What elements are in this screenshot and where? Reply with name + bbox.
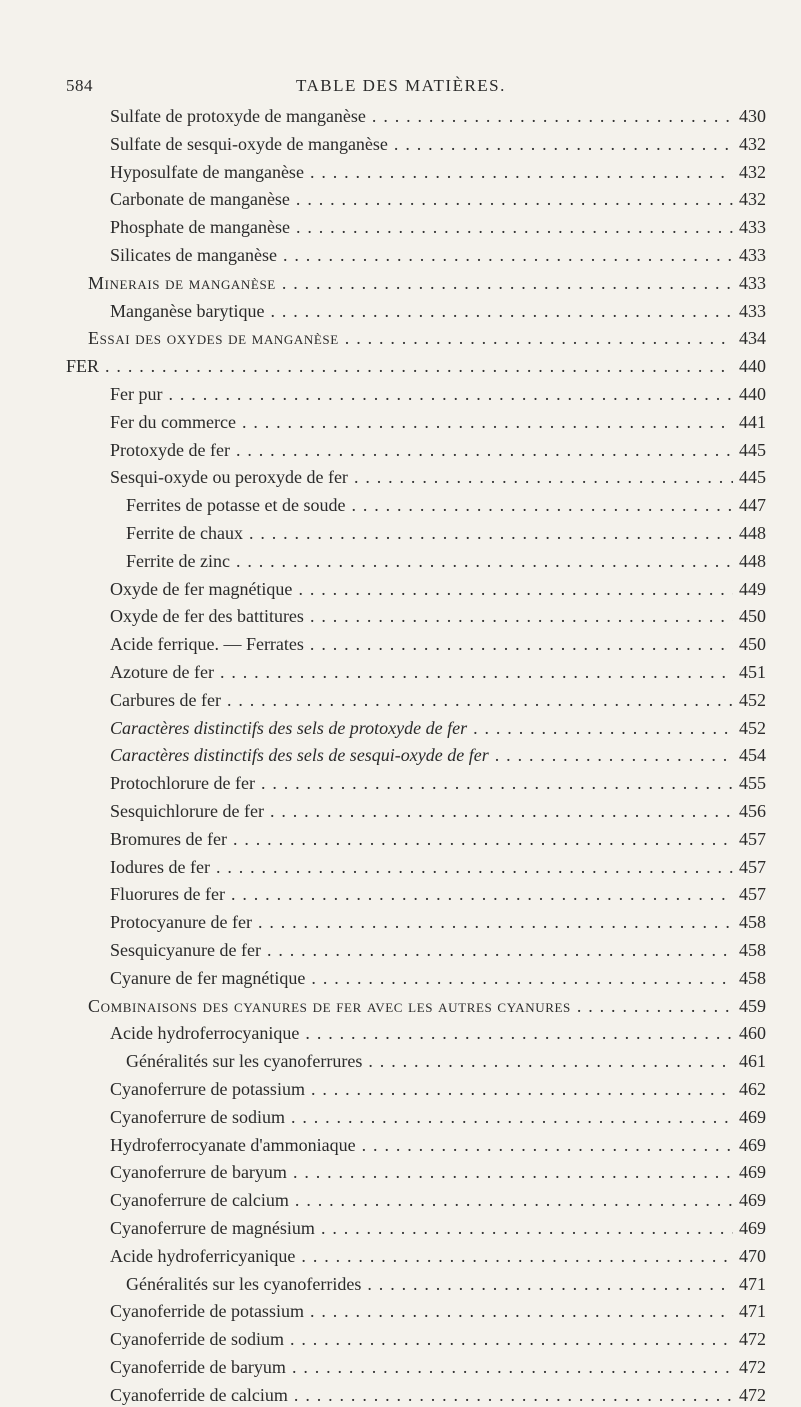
toc-entry-label: Hydroferrocyanate d'ammoniaque bbox=[110, 1134, 356, 1155]
toc-entry-label: Cyanoferrure de magnésium bbox=[110, 1218, 315, 1238]
toc-entry-label: Azoture de fer bbox=[110, 662, 214, 682]
toc-entry-label: Carbures de fer bbox=[110, 689, 221, 710]
toc-entry-page: 458 bbox=[739, 967, 766, 988]
dot-leader bbox=[354, 465, 733, 489]
dot-leader bbox=[249, 521, 733, 545]
toc-entry-page: 441 bbox=[739, 411, 766, 432]
toc-entry bbox=[110, 299, 766, 323]
dot-leader bbox=[236, 549, 733, 573]
toc-entry-page: 462 bbox=[739, 1079, 766, 1099]
toc-entry-label: Cyanoferride de calcium bbox=[110, 1384, 288, 1405]
toc-entry bbox=[110, 938, 766, 962]
toc-entry-label: Combinaisons des cyanures de fer avec les autres cyanures bbox=[88, 995, 571, 1016]
toc-entry-page: 458 bbox=[739, 940, 766, 960]
dot-leader bbox=[311, 1077, 733, 1101]
dot-leader bbox=[236, 438, 733, 462]
toc-entry-page: 452 bbox=[739, 689, 766, 710]
toc-entry-page: 451 bbox=[739, 662, 766, 682]
toc-entry-page: 432 bbox=[739, 161, 766, 182]
toc-entry-label: Cyanoferride de sodium bbox=[110, 1329, 284, 1350]
toc-entry bbox=[110, 632, 766, 656]
toc-entry bbox=[110, 1160, 766, 1184]
toc-entry-page: 471 bbox=[739, 1273, 766, 1294]
dot-leader bbox=[310, 632, 733, 656]
toc-entry-label: Iodures de fer bbox=[110, 856, 210, 877]
dot-leader bbox=[233, 827, 733, 851]
toc-entry-page: 454 bbox=[739, 745, 766, 766]
toc-entry-page: 448 bbox=[739, 523, 766, 543]
toc-entry bbox=[110, 215, 766, 239]
toc-entry bbox=[126, 1272, 766, 1296]
toc-entry-page: 472 bbox=[739, 1384, 766, 1405]
toc-entry bbox=[88, 326, 766, 350]
toc-entry-page: 469 bbox=[739, 1106, 766, 1127]
toc-entry-page: 433 bbox=[739, 300, 766, 321]
dot-leader bbox=[227, 688, 733, 712]
dot-leader bbox=[231, 882, 733, 906]
toc-entry-label: Généralités sur les cyanoferrides bbox=[126, 1273, 362, 1294]
toc-entry bbox=[110, 1383, 766, 1407]
toc-entry bbox=[110, 160, 766, 184]
dot-leader bbox=[310, 1299, 733, 1323]
toc-entry-page: 458 bbox=[739, 912, 766, 933]
toc-entry-label: Manganèse barytique bbox=[110, 300, 265, 321]
toc-entry bbox=[110, 410, 766, 434]
toc-entry-label: Fer pur bbox=[110, 384, 163, 404]
toc-entry-page: 448 bbox=[739, 550, 766, 571]
dot-leader bbox=[495, 743, 733, 767]
dot-leader bbox=[298, 577, 733, 601]
dot-leader bbox=[301, 1244, 733, 1268]
toc-entry bbox=[110, 604, 766, 628]
toc-entry bbox=[110, 1105, 766, 1129]
toc-entry-page: 450 bbox=[739, 606, 766, 627]
toc-entry-page: 440 bbox=[739, 356, 766, 377]
toc-entry-page: 433 bbox=[739, 272, 766, 293]
dot-leader bbox=[270, 799, 733, 823]
dot-leader bbox=[296, 215, 733, 239]
toc-entry-page: 445 bbox=[739, 467, 766, 488]
toc-entry bbox=[110, 132, 766, 156]
toc-entry bbox=[110, 1327, 766, 1351]
dot-leader bbox=[310, 160, 733, 184]
toc-entry bbox=[110, 688, 766, 712]
dot-leader bbox=[270, 299, 733, 323]
toc-entry bbox=[126, 1049, 766, 1073]
dot-leader bbox=[242, 410, 733, 434]
toc-entry-label: Silicates de manganèse bbox=[110, 245, 277, 265]
toc-entry-label: Acide ferrique. — Ferrates bbox=[110, 634, 304, 655]
dot-leader bbox=[105, 354, 733, 378]
toc-entry-label: Cyanoferrure de potassium bbox=[110, 1079, 305, 1099]
toc-entry-page: 434 bbox=[739, 328, 766, 349]
dot-leader bbox=[372, 104, 733, 128]
toc-entry bbox=[110, 1021, 766, 1045]
toc-entry-label: Bromures de fer bbox=[110, 828, 227, 849]
toc-entry-page: 433 bbox=[739, 245, 766, 265]
toc-entry-label: Sulfate de sesqui-oxyde de manganèse bbox=[110, 133, 388, 154]
dot-leader bbox=[295, 1188, 733, 1212]
dot-leader bbox=[321, 1216, 733, 1240]
toc-entry bbox=[110, 577, 766, 601]
toc-entry-page: 432 bbox=[739, 189, 766, 210]
toc-entry bbox=[110, 187, 766, 211]
dot-leader bbox=[345, 326, 733, 350]
dot-leader bbox=[296, 187, 733, 211]
toc-entry-page: 457 bbox=[739, 828, 766, 849]
toc-entry bbox=[110, 1216, 766, 1240]
toc-entry bbox=[110, 1355, 766, 1379]
toc-entry-page: 430 bbox=[739, 106, 766, 126]
toc-entry-label: Caractères distinctifs des sels de protoxyde de fer bbox=[110, 717, 468, 738]
dot-leader bbox=[394, 132, 733, 156]
dot-leader bbox=[294, 1383, 733, 1407]
dot-leader bbox=[351, 493, 733, 517]
toc-entry-label: Ferrites de potasse et de soude bbox=[126, 495, 346, 516]
toc-entry bbox=[126, 521, 766, 545]
toc-entry-page: 433 bbox=[739, 217, 766, 238]
toc-entry-label: Fer du commerce bbox=[110, 411, 236, 432]
toc-entry-label: Cyanoferrure de baryum bbox=[110, 1162, 287, 1183]
dot-leader bbox=[577, 994, 733, 1018]
toc-entry-label: Acide hydroferricyanique bbox=[110, 1245, 296, 1266]
toc-entry-page: 456 bbox=[739, 801, 766, 821]
toc-entry-label: Caractères distinctifs des sels de sesqui-oxyde de fer bbox=[110, 745, 489, 766]
toc-entry-label: Fluorures de fer bbox=[110, 884, 225, 905]
dot-leader bbox=[283, 243, 733, 267]
toc-entry-page: 457 bbox=[739, 884, 766, 905]
dot-leader bbox=[258, 910, 733, 934]
toc-entry-label: Phosphate de manganèse bbox=[110, 217, 290, 238]
toc-entry-page: 470 bbox=[739, 1245, 766, 1266]
dot-leader bbox=[367, 1272, 733, 1296]
toc-entry bbox=[126, 549, 766, 573]
dot-leader bbox=[305, 1021, 733, 1045]
toc-entry-label: Ferrite de zinc bbox=[126, 550, 230, 571]
toc-entry-label: Acide hydroferrocyanique bbox=[110, 1023, 300, 1044]
toc-entry-label: Cyanure de fer magnétique bbox=[110, 967, 306, 988]
dot-leader bbox=[261, 771, 733, 795]
toc-entry-page: 469 bbox=[739, 1218, 766, 1238]
toc-entry-label: FER bbox=[66, 356, 100, 377]
toc-entry-page: 461 bbox=[739, 1051, 766, 1072]
toc-entry-page: 471 bbox=[739, 1301, 766, 1322]
toc-entry-page: 449 bbox=[739, 578, 766, 599]
toc-entry bbox=[110, 465, 766, 489]
toc-entry-label: Généralités sur les cyanoferrures bbox=[126, 1051, 363, 1072]
toc-entry bbox=[110, 716, 766, 740]
toc-entry bbox=[110, 438, 766, 462]
toc-entry-label: Sulfate de protoxyde de manganèse bbox=[110, 106, 366, 126]
dot-leader bbox=[310, 604, 733, 628]
toc-entry-label: Sesqui-oxyde ou peroxyde de fer bbox=[110, 467, 348, 488]
toc-entry-label: Cyanoferride de potassium bbox=[110, 1301, 304, 1322]
dot-leader bbox=[169, 382, 734, 406]
toc-entry bbox=[126, 493, 766, 517]
toc-entry bbox=[110, 1299, 766, 1323]
toc-entry-label: Ferrite de chaux bbox=[126, 523, 243, 543]
dot-leader bbox=[216, 855, 733, 879]
toc-entry-label: Oxyde de fer des battitures bbox=[110, 606, 304, 627]
dot-leader bbox=[292, 1355, 733, 1379]
dot-leader bbox=[293, 1160, 733, 1184]
toc-entry bbox=[110, 743, 766, 767]
toc-entry-page: 455 bbox=[739, 773, 766, 794]
toc-entry-label: Protochlorure de fer bbox=[110, 773, 255, 794]
toc-entry-page: 469 bbox=[739, 1190, 766, 1211]
toc-entry-page: 452 bbox=[739, 717, 766, 738]
toc-entry-page: 459 bbox=[739, 995, 766, 1016]
toc-entry-page: 472 bbox=[739, 1357, 766, 1377]
dot-leader bbox=[473, 716, 733, 740]
toc-entry bbox=[110, 855, 766, 879]
toc-entry bbox=[110, 104, 766, 128]
toc-entry bbox=[110, 660, 766, 684]
dot-leader bbox=[368, 1049, 733, 1073]
toc-entry-label: Protocyanure de fer bbox=[110, 912, 252, 933]
toc-entry bbox=[88, 271, 766, 295]
running-title: TABLE DES MATIÈRES. bbox=[296, 76, 506, 95]
toc-entry bbox=[88, 994, 766, 1018]
toc-entry-page: 460 bbox=[739, 1023, 766, 1044]
dot-leader bbox=[362, 1133, 733, 1157]
toc-entry-label: Cyanoferrure de sodium bbox=[110, 1106, 285, 1127]
page-number: 584 bbox=[66, 76, 93, 95]
toc-entry-label: Protoxyde de fer bbox=[110, 439, 230, 460]
dot-leader bbox=[290, 1327, 733, 1351]
toc-entry bbox=[110, 243, 766, 267]
toc-entry bbox=[110, 799, 766, 823]
toc-entry bbox=[110, 1244, 766, 1268]
toc-entry-label: Oxyde de fer magnétique bbox=[110, 578, 293, 599]
toc-entry-label: Hyposulfate de manganèse bbox=[110, 161, 304, 182]
toc-entry bbox=[110, 771, 766, 795]
toc-entry-page: 469 bbox=[739, 1134, 766, 1155]
toc-entry-page: 447 bbox=[739, 495, 766, 516]
toc-entry-page: 469 bbox=[739, 1162, 766, 1183]
toc-entry bbox=[110, 1188, 766, 1212]
toc-entry-page: 445 bbox=[739, 439, 766, 460]
toc-entry-page: 450 bbox=[739, 634, 766, 655]
toc-entry bbox=[110, 910, 766, 934]
toc-entry bbox=[110, 966, 766, 990]
toc-entry-page: 432 bbox=[739, 133, 766, 154]
toc-entry bbox=[110, 1133, 766, 1157]
toc-entry-label: Sesquichlorure de fer bbox=[110, 801, 264, 821]
toc-entry bbox=[110, 827, 766, 851]
toc-entry-label: Essai des oxydes de manganèse bbox=[88, 328, 339, 349]
toc-entry-label: Cyanoferrure de calcium bbox=[110, 1190, 289, 1211]
toc-entry-page: 457 bbox=[739, 856, 766, 877]
toc-entry-page: 440 bbox=[739, 384, 766, 404]
toc-entry-label: Minerais de manganèse bbox=[88, 272, 276, 293]
dot-leader bbox=[282, 271, 733, 295]
toc-entry-label: Carbonate de manganèse bbox=[110, 189, 290, 210]
dot-leader bbox=[311, 966, 733, 990]
toc-entry-page: 472 bbox=[739, 1329, 766, 1350]
dot-leader bbox=[291, 1105, 733, 1129]
toc-entry bbox=[66, 354, 766, 378]
toc-entry bbox=[110, 1077, 766, 1101]
toc-entry bbox=[110, 382, 766, 406]
toc-entry-label: Sesquicyanure de fer bbox=[110, 940, 261, 960]
dot-leader bbox=[220, 660, 733, 684]
toc-entry-label: Cyanoferride de baryum bbox=[110, 1357, 286, 1377]
toc-entry bbox=[110, 882, 766, 906]
dot-leader bbox=[267, 938, 733, 962]
